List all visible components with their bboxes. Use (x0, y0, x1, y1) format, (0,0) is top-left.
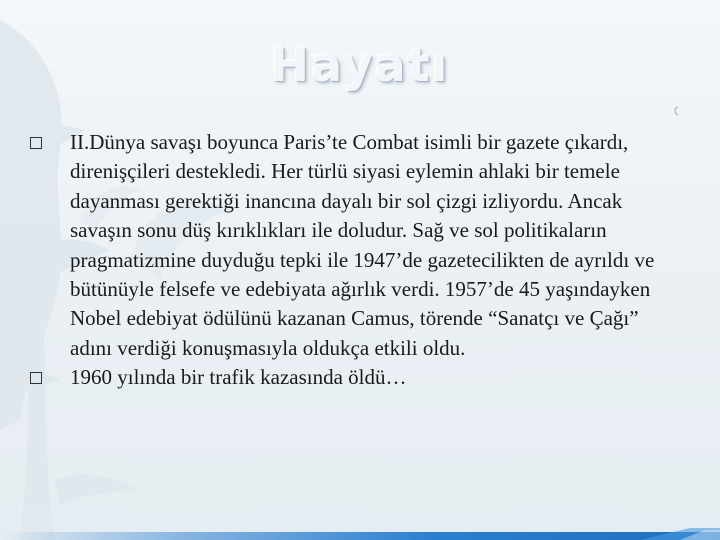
list-item (30, 363, 680, 392)
title-divider (170, 106, 682, 116)
bullet-text: 1960 yılında bir trafik kazasında öldü… (70, 365, 407, 390)
hollow-square-bullet-icon (30, 372, 42, 384)
bullet-text: II.Dünya savaşı boyunca Paris’te Combat isimli bir gazete çıkardı, direnişçileri destekledi. Her türlü siyasi eylemin ahlaki bir temele dayanması gerektiği inancına dayalı bir sol çizgi izliyordu. Ancak savaşın sonu düş kırıklıkları ile doludur. Sağ ve sol politikaların pragmatizmine duyduğu tepki ile 1947’de gazetecilikten de ayrıldı ve bütünüyle felsefe ve edebiyata ağırlık verdi. 1957’de 45 yaşındayken Nobel edebiyat ödülünü kazanan Camus, törende “Sanatçı ve Çağı” adını verdiği konuşmasıyla oldukça etkili oldu. (70, 130, 655, 360)
bullet-list (30, 128, 680, 393)
slide-title: Hayatı (270, 38, 450, 92)
hollow-square-bullet-icon (30, 137, 42, 149)
list-item (30, 128, 680, 363)
bottom-accent-bar (0, 528, 720, 540)
